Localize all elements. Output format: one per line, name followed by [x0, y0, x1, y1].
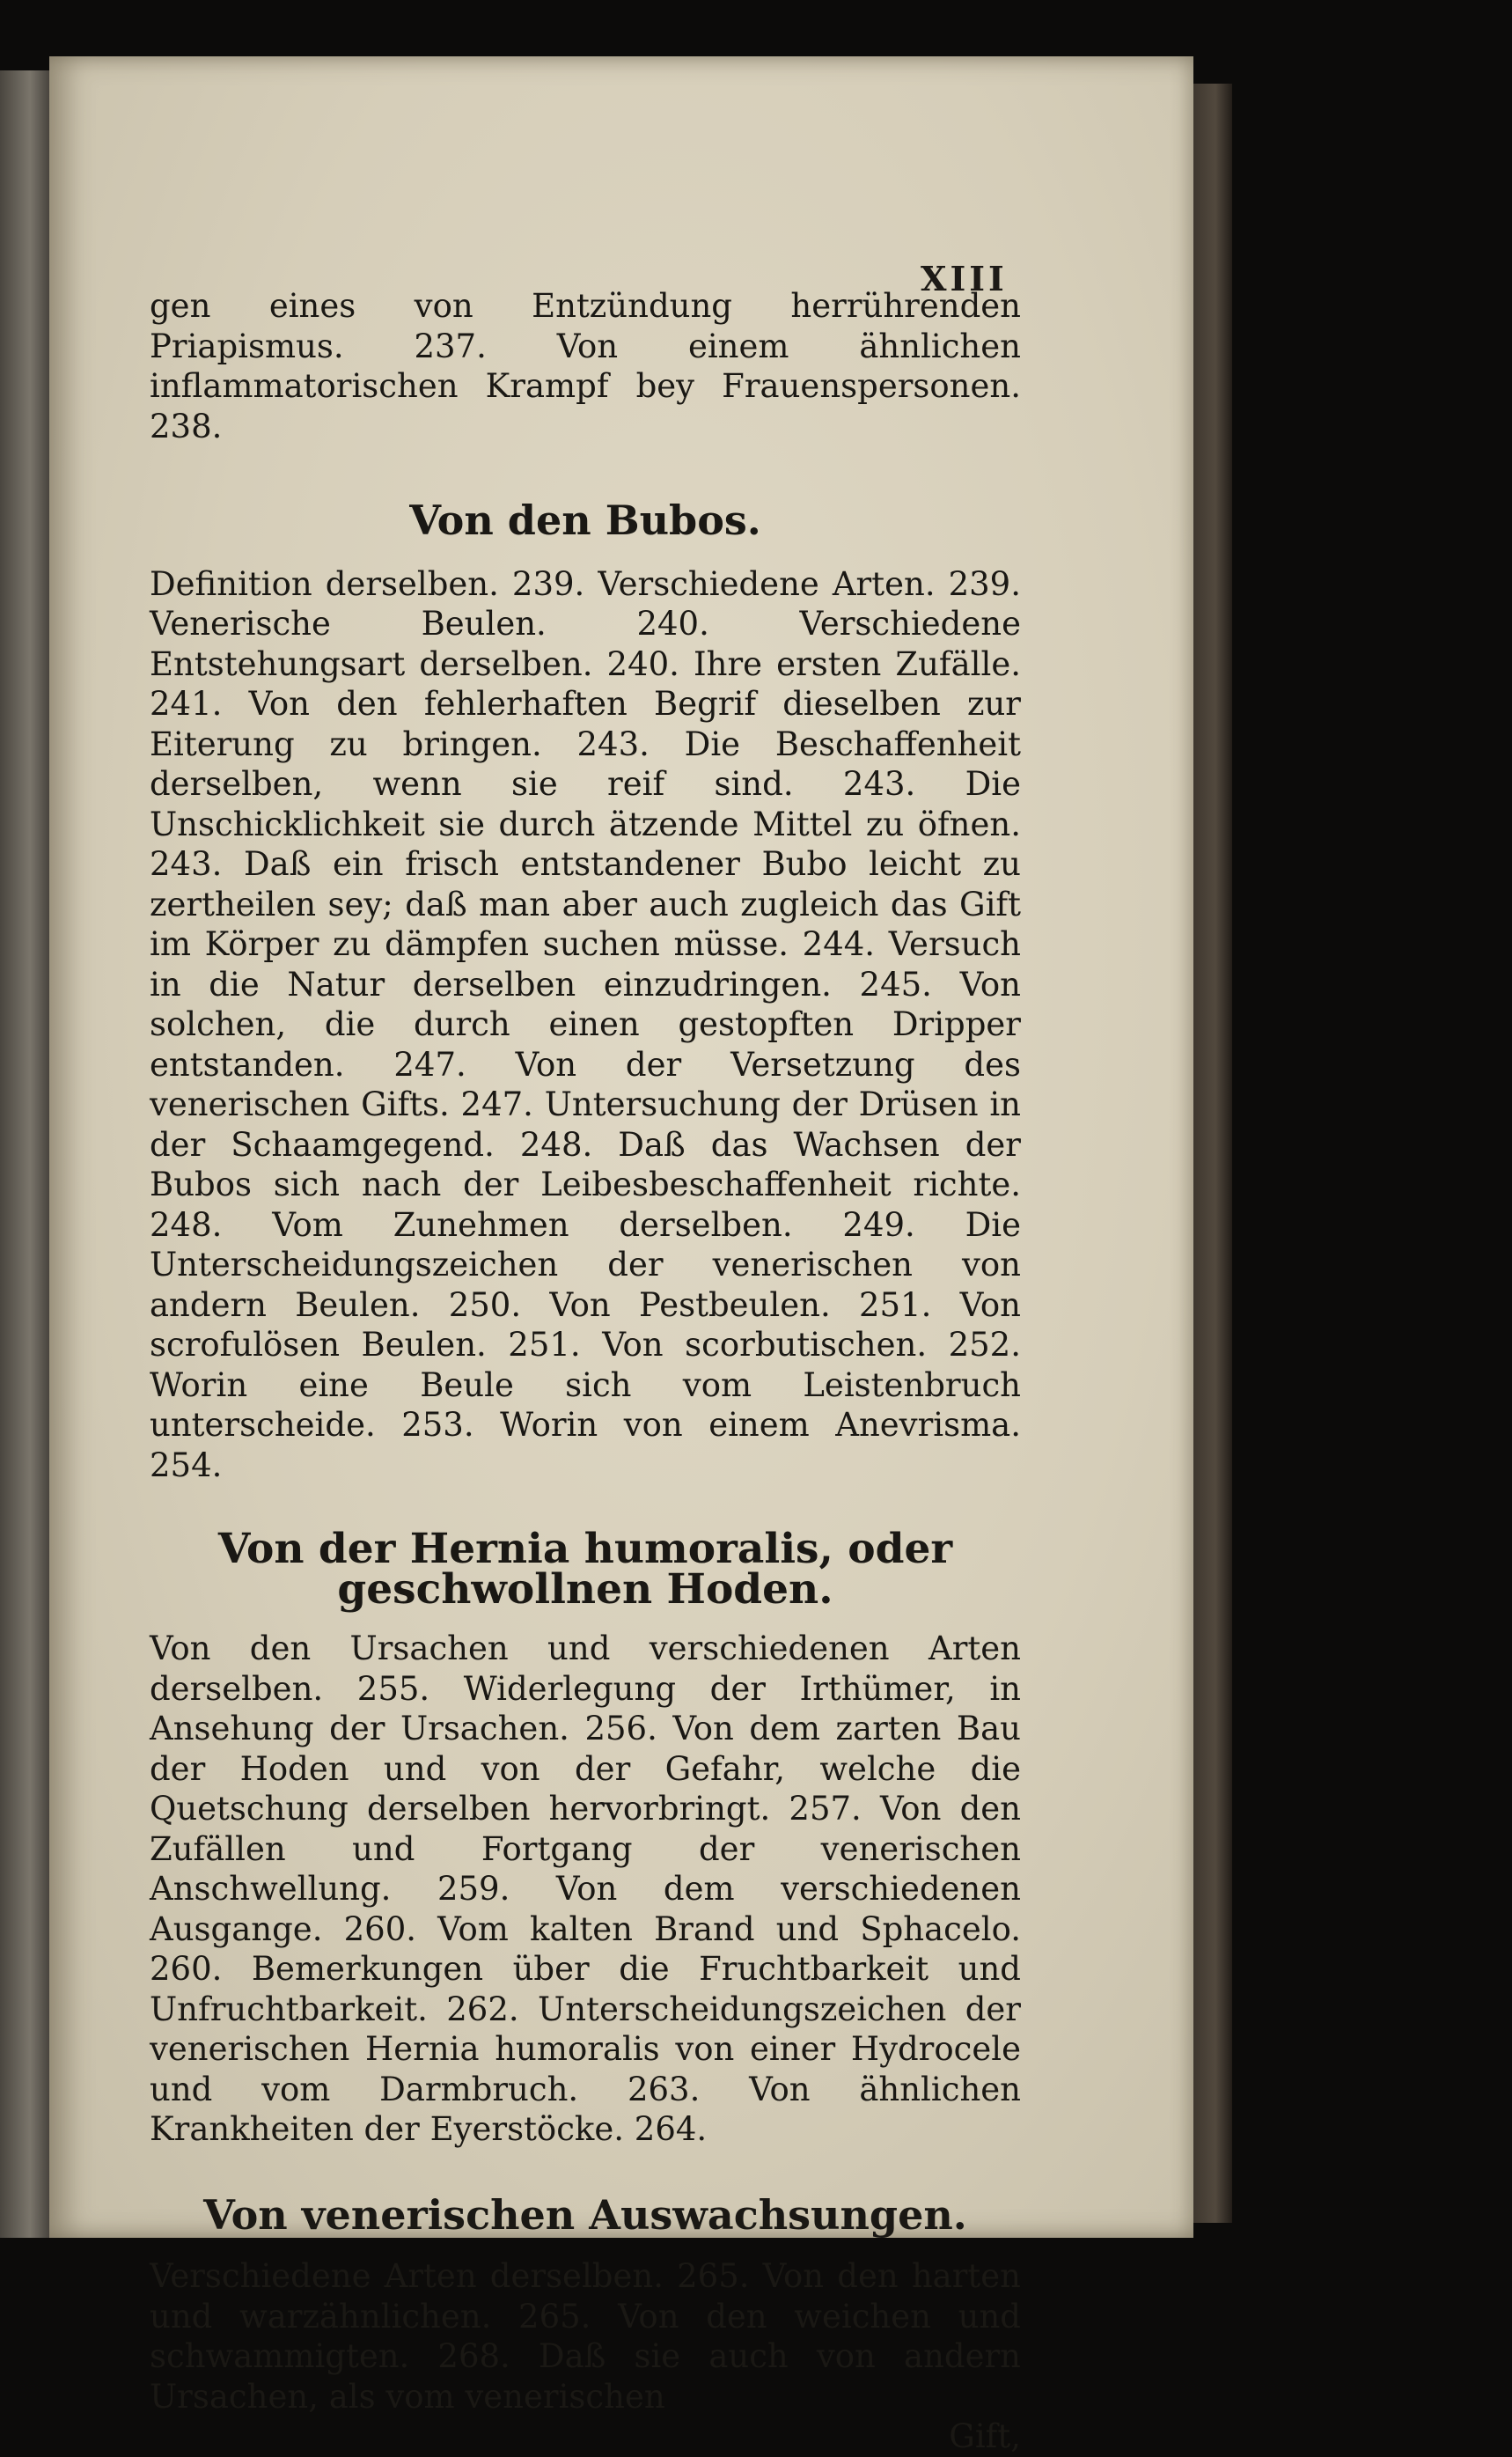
section-body-auswachsungen: Verschiedene Arten derselben. 265. Von den harten und warzähnlichen. 265. Von den weichen und schwammigten. 268. Daß sie auch von andern Ursachen, als vom venerischen	[150, 2257, 1021, 2416]
page-text	[150, 286, 1021, 2457]
section-heading-bubos: Von den Bubos.	[409, 497, 761, 544]
left-page-edge	[0, 70, 55, 2238]
section-body-hernia: Von den Ursachen und verschiedenen Arten derselben. 255. Widerlegung der Irthümer, in Ansehung der Ursachen. 256. Von dem zarten Bau der Hoden und von der Gefahr, welche die Quetschung derselben hervorbringt. 257. Von den Zufällen und Fortgang der venerischen Anschwellung. 259. Von dem verschiedenen Ausgange. 260. Vom kalten Brand und Sphacelo. 260. Bemerkungen über die Fruchtbarkeit und Unfruchtbarkeit. 262. Unterscheidungszeichen der venerischen Hernia humoralis von einer Hydrocele und vom Darmbruch. 263. Von ähnlichen Krankheiten der Eyerstöcke. 264.	[150, 1629, 1021, 2148]
section-heading-auswachsungen: Von venerischen Auswachsungen.	[203, 2190, 967, 2239]
catchword: Gift,	[949, 2417, 1021, 2455]
section-body-bubos: Definition derselben. 239. Verschiedene Arten. 239. Venerische Beulen. 240. Verschiedene Entstehungsart derselben. 240. Ihre ersten Zufälle. 241. Von den fehlerhaften Begrif dieselben zur Eiterung zu bringen. 243. Die Beschaffenheit derselben, wenn sie reif sind. 243. Die Unschicklichkeit sie durch ätzende Mittel zu öfnen. 243. Daß ein frisch entstandener Bubo leicht zu zertheilen sey; daß man aber auch zugleich das Gift im Körper zu dämpfen suchen müsse. 244. Versuch in die Natur derselben einzudringen. 245. Von solchen, die durch einen gestopften Dripper entstanden. 247. Von der Versetzung des venerischen Gifts. 247. Untersuchung der Drüsen in der Schaamgegend. 248. Daß das Wachsen der Bubos sich nach der Leibesbeschaffenheit richte. 248. Vom Zunehmen derselben. 249. Die Unterscheidungszeichen der venerischen von andern Beulen. 250. Von Pestbeulen. 251. Von scrofulösen Beulen. 251. Von scorbutischen. 252. Worin eine Beule sich vom Leistenbruch unterscheide. 253. Worin von einem Anevrisma. 254.	[150, 564, 1021, 1484]
section-heading-hernia: Von der Hernia humoralis, oder geschwollnen Hoden.	[217, 1525, 953, 1614]
intro-paragraph: gen eines von Entzündung herrührenden Priapismus. 237. Von einem ähnlichen inflammatorischen Krampf bey Frauenspersonen. 238.	[150, 287, 1021, 445]
right-page-edge	[1190, 84, 1232, 2223]
page-number: XIII	[921, 259, 1008, 298]
